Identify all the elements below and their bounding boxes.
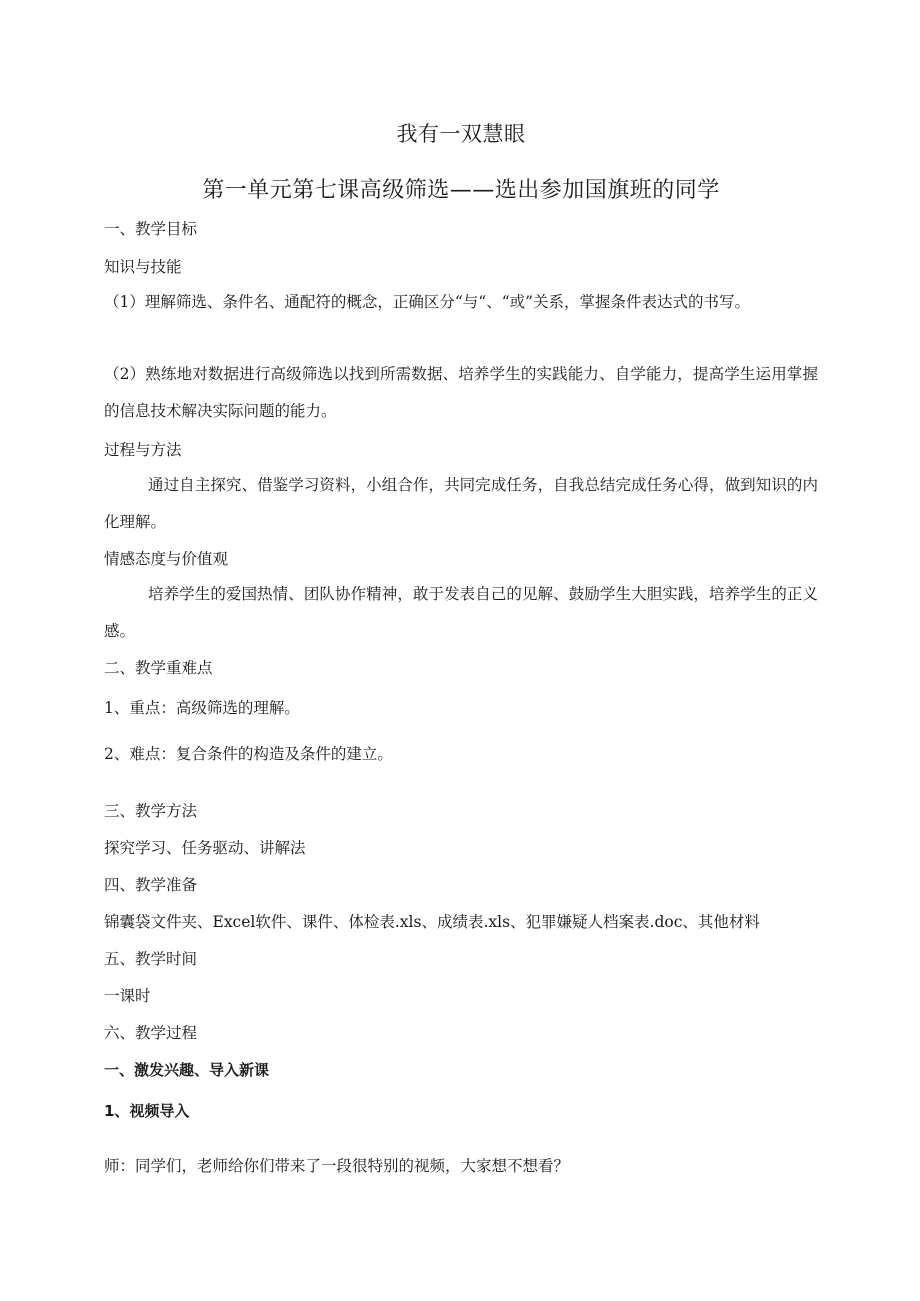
section-heading-process: 六、教学过程 [104,1024,198,1042]
preparation-body: 锦囊袋文件夹、Excel软件、课件、体检表.xls、成绩表.xls、犯罪嫌疑人档案表.doc、其他材料 [104,913,760,931]
key-point-item: 1、重点：高级筛选的理解。 [104,699,300,717]
subheading-knowledge-skills: 知识与技能 [104,258,182,276]
time-body: 一课时 [104,987,151,1005]
subheading-emotion-values: 情感态度与价值观 [104,550,229,568]
document-title: 我有一双慧眼 [396,122,526,146]
teacher-dialog: 师：同学们，老师给你们带来了一段很特别的视频，大家想不想看？ [104,1157,570,1175]
document-subtitle: 第一单元第七课高级筛选——选出参加国旗班的同学 [202,178,720,203]
section-heading-methods: 三、教学方法 [104,802,198,820]
document-page [104,0,818,1301]
subheading-process-methods: 过程与方法 [104,441,182,459]
objective-item-1: （1）理解筛选、条件名、通配符的概念，正确区分“与“、“或”关系，掌握条件表达式的书写。 [104,293,751,311]
objective-item-2: （2）熟练地对数据进行高级筛选以找到所需数据、培养学生的实践能力、自学能力，提高学生运用掌握的信息技术解决实际问题的能力。 [104,365,818,420]
section-heading-objectives: 一、教学目标 [104,220,198,238]
process-substep-heading: 1、视频导入 [104,1102,190,1120]
methods-body: 探究学习、任务驱动、讲解法 [104,839,306,857]
section-heading-preparation: 四、教学准备 [104,876,198,894]
difficult-point-item: 2、难点：复合条件的构造及条件的建立。 [104,745,393,763]
section-heading-time: 五、教学时间 [104,950,198,968]
section-heading-key-points: 二、教学重难点 [104,659,213,677]
emotion-values-paragraph: 培养学生的爱国热情、团队协作精神，敢于发表自己的见解、鼓励学生大胆实践，培养学生的正义感。 [104,585,818,640]
process-methods-paragraph: 通过自主探究、借鉴学习资料，小组合作，共同完成任务，自我总结完成任务心得，做到知识的内化理解。 [104,476,818,531]
process-step-heading: 一、激发兴趣、导入新课 [104,1061,270,1079]
